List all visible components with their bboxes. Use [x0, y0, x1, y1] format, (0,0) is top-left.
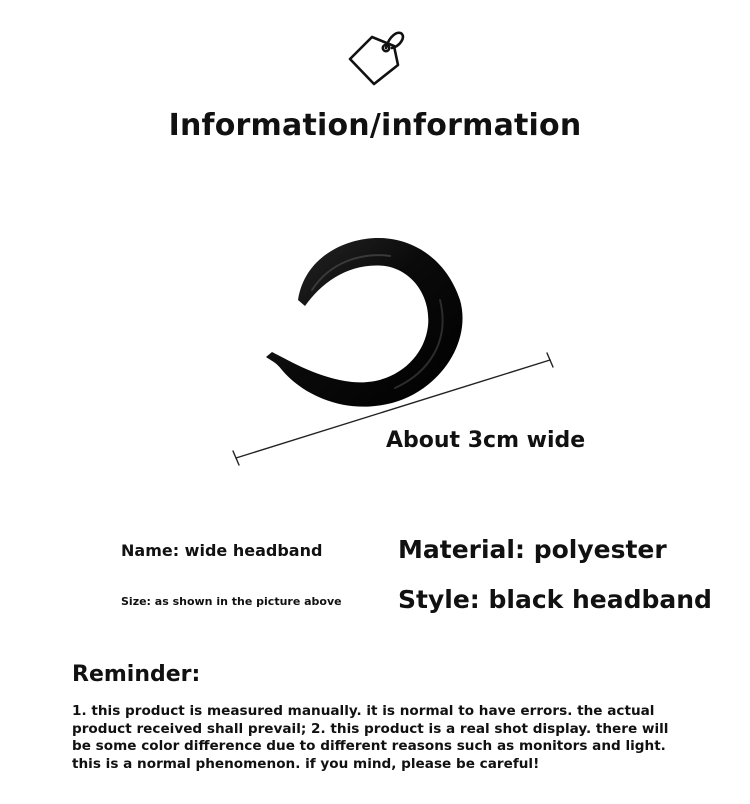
spec-material: Material: polyester [398, 535, 667, 564]
spec-size: Size: as shown in the picture above [121, 595, 342, 608]
width-measurement-label: About 3cm wide [386, 428, 586, 453]
spec-name: Name: wide headband [121, 541, 323, 560]
reminder-text: 1. this product is measured manually. it is normal to have errors. the actual product received shall prevail; 2. this product is a real shot display. there will be some color difference due to different reasons such as monitors and light. this is a normal phenomenon. if you mind, please be careful! [72, 703, 669, 772]
spec-style: Style: black headband [398, 585, 712, 614]
reminder-heading: Reminder: [72, 662, 201, 687]
headband-shape [266, 238, 463, 407]
page-title: Information/information [168, 108, 582, 143]
